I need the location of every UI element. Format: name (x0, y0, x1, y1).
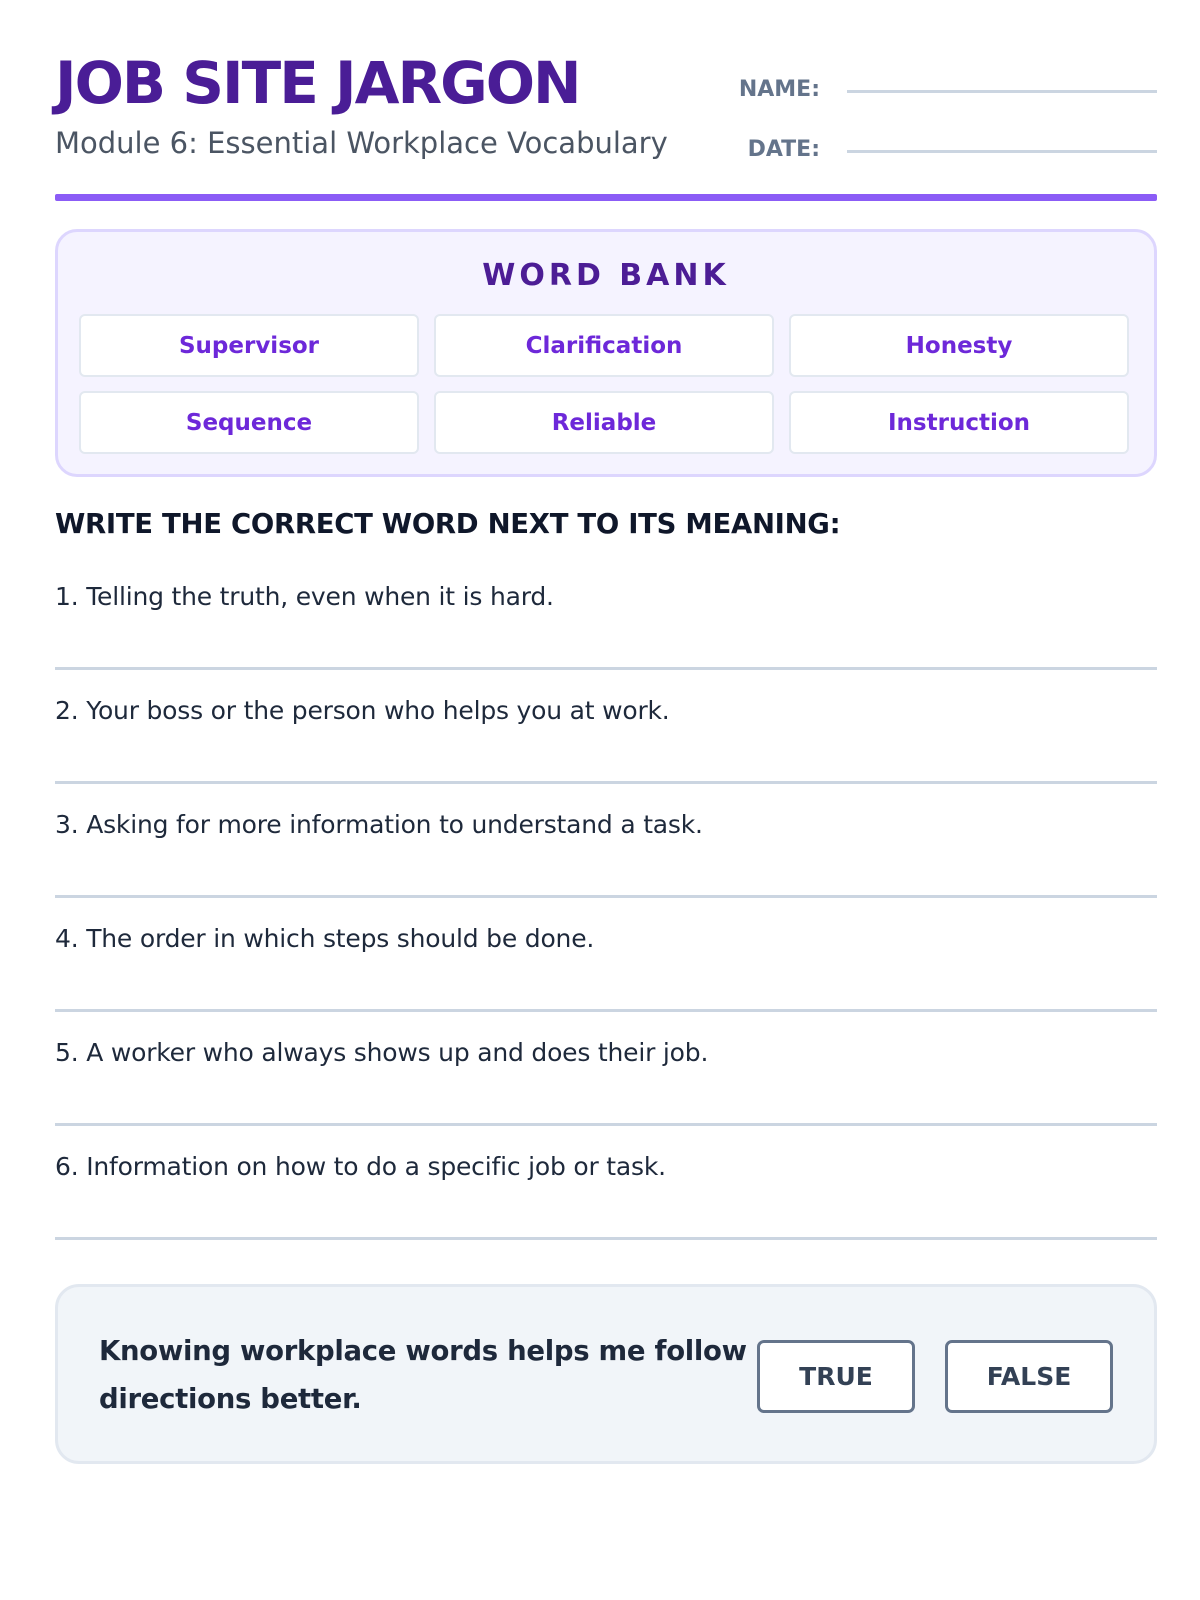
name-write-line[interactable] (847, 90, 1157, 93)
name-field[interactable] (737, 75, 1157, 105)
question-text: 4. The order in which steps should be done. (55, 924, 595, 953)
word-bank-item: Supervisor (79, 314, 419, 377)
true-button[interactable]: TRUE (757, 1340, 915, 1413)
true-false-box (55, 1284, 1157, 1464)
word-bank-title: WORD BANK (482, 258, 730, 293)
page-title: JOB SITE JARGON (55, 49, 580, 117)
page-subtitle: Module 6: Essential Workplace Vocabulary (55, 126, 668, 160)
name-label: NAME: (738, 77, 820, 102)
date-field[interactable] (737, 135, 1157, 165)
instructions-heading: WRITE THE CORRECT WORD NEXT TO ITS MEANING: (55, 508, 841, 540)
worksheet-header (55, 0, 1157, 200)
word-bank-item: Sequence (79, 391, 419, 454)
worksheet-page (55, 0, 1157, 1600)
question-item (55, 1126, 1157, 1240)
date-label: DATE: (747, 137, 820, 162)
question-text: 2. Your boss or the person who helps you at work. (55, 696, 670, 725)
true-false-statement: Knowing workplace words helps me follow directions better. (99, 1335, 747, 1415)
question-text: 6. Information on how to do a specific job or task. (55, 1152, 666, 1181)
question-item (55, 556, 1157, 670)
date-write-line[interactable] (847, 150, 1157, 153)
question-item (55, 1012, 1157, 1126)
question-item (55, 784, 1157, 898)
question-text: 1. Telling the truth, even when it is hard. (55, 582, 554, 611)
word-bank-item: Reliable (434, 391, 774, 454)
word-bank-item: Clarification (434, 314, 774, 377)
question-item (55, 670, 1157, 784)
answer-line[interactable] (55, 1237, 1157, 1240)
question-text: 3. Asking for more information to understand a task. (55, 810, 703, 839)
question-list (55, 556, 1157, 1240)
question-text: 5. A worker who always shows up and does their job. (55, 1038, 709, 1067)
question-item (55, 898, 1157, 1012)
word-bank-item: Instruction (789, 391, 1129, 454)
word-bank-item: Honesty (789, 314, 1129, 377)
word-bank-grid (79, 314, 1133, 454)
false-button[interactable]: FALSE (945, 1340, 1113, 1413)
word-bank (55, 229, 1157, 477)
header-divider (55, 194, 1157, 201)
